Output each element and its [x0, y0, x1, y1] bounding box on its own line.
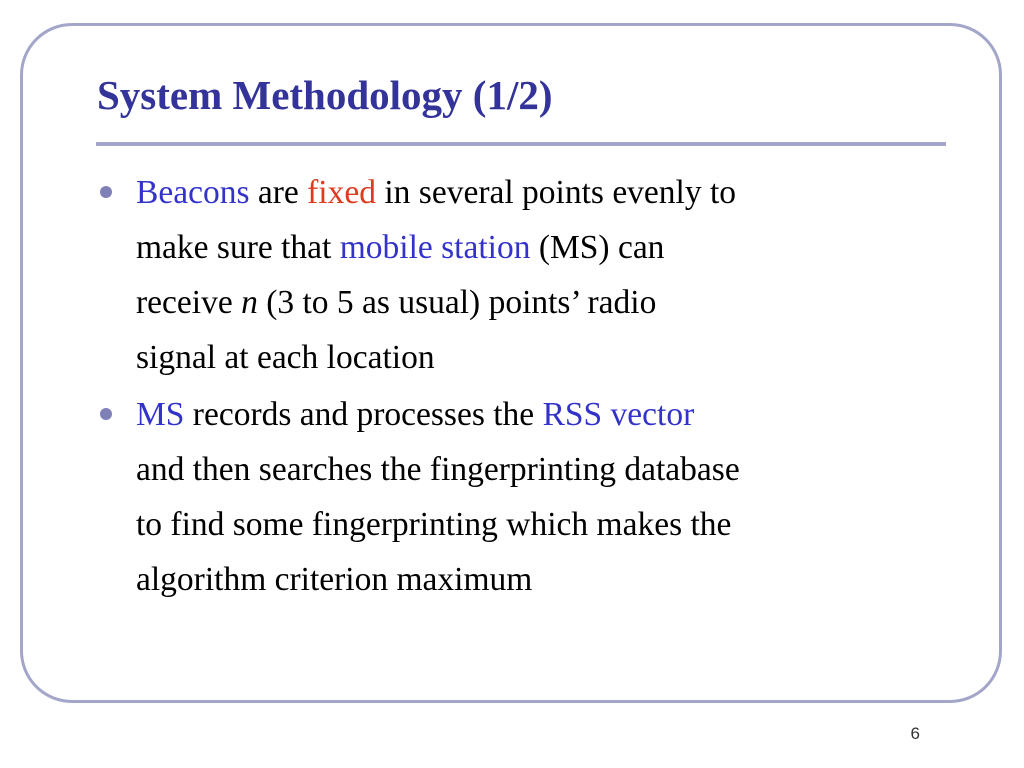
bullet-dot-icon	[100, 186, 112, 198]
term-ms: MS	[136, 396, 185, 433]
title-divider	[96, 142, 946, 146]
text-segment: signal at each location	[136, 339, 435, 376]
bullet-item-ms	[100, 387, 950, 607]
slide-title: System Methodology (1/2)	[97, 72, 553, 118]
text-segment: are	[249, 174, 308, 211]
text-segment: receive	[136, 284, 242, 321]
term-beacons: Beacons	[136, 174, 250, 211]
bullet-dot-icon	[100, 408, 112, 420]
variable-n: n	[241, 284, 258, 321]
page-number: 6	[910, 724, 920, 743]
bullet-line	[136, 552, 950, 607]
text-segment: algorithm criterion maximum	[136, 561, 533, 598]
text-segment: (3 to 5 as usual) points’ radio	[257, 284, 657, 321]
text-segment: to find some fingerprinting which makes the	[136, 506, 732, 543]
term-rss-vector: RSS vector	[542, 396, 695, 433]
bullet-line	[136, 165, 950, 220]
text-segment: records and processes the	[184, 396, 543, 433]
text-segment: in several points evenly to	[376, 174, 737, 211]
bullet-line	[136, 497, 950, 552]
bullet-item-beacons	[100, 165, 950, 385]
bullet-line	[136, 220, 950, 275]
text-segment: make sure that	[136, 229, 340, 266]
bullet-line	[136, 330, 950, 385]
text-segment: and then searches the fingerprinting database	[136, 451, 740, 488]
bullet-line	[136, 387, 950, 442]
bullet-line	[136, 442, 950, 497]
slide-content	[100, 165, 950, 609]
bullet-line	[136, 275, 950, 330]
term-mobile-station: mobile station	[339, 229, 531, 266]
term-fixed: fixed	[307, 174, 376, 211]
text-segment: (MS) can	[530, 229, 665, 266]
